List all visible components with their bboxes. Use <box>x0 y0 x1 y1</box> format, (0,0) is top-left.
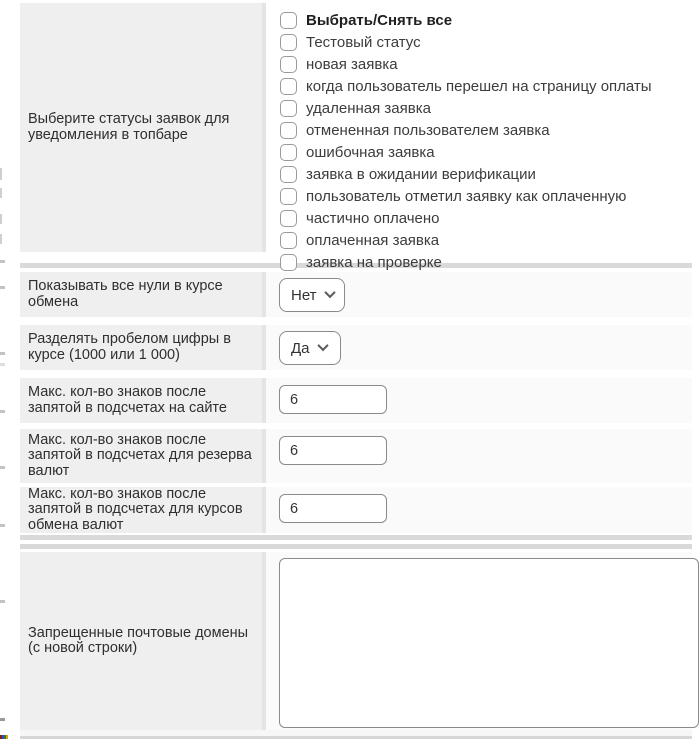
topbar-statuses-label: Выберите статусы заявок для уведомления в топбаре <box>20 3 266 252</box>
left-gutter <box>0 0 20 739</box>
status-option[interactable] <box>280 97 692 119</box>
gutter-mark <box>0 352 5 355</box>
status-checkbox[interactable] <box>280 78 297 95</box>
status-checkbox[interactable] <box>280 166 297 183</box>
status-option-label: заявка в ожидании верификации <box>306 165 536 183</box>
status-option-select-all[interactable] <box>280 9 692 31</box>
show-zeros-select[interactable] <box>279 278 345 312</box>
status-option-label: новая заявка <box>306 55 398 73</box>
status-option-label: ошибочная заявка <box>306 143 435 161</box>
settings-form <box>20 0 692 739</box>
status-checkbox[interactable] <box>280 122 297 139</box>
gutter-mark <box>0 286 5 289</box>
decimals-site-input[interactable] <box>279 385 387 414</box>
gutter-mark <box>0 600 5 603</box>
status-checkbox[interactable] <box>280 188 297 205</box>
gutter-mark <box>0 260 5 263</box>
gutter-line <box>0 188 2 198</box>
status-option[interactable] <box>280 163 692 185</box>
decimals-reserve-input[interactable] <box>279 436 387 465</box>
select-value: Да <box>291 339 310 357</box>
status-checkbox[interactable] <box>280 254 297 271</box>
status-option-label: заявка на проверке <box>306 253 442 271</box>
status-option[interactable] <box>280 119 692 141</box>
gutter-mark <box>0 410 5 413</box>
row-decimals-rates <box>20 487 692 533</box>
status-option-label: Тестовый статус <box>306 33 421 51</box>
thousands-separator-label: Разделять пробелом цифры в курсе (1000 или 1 000) <box>20 325 266 370</box>
decimals-reserve-label: Макс. кол-во знаков после запятой в подсчетах для резерва валют <box>20 429 266 483</box>
row-decimals-site <box>20 378 692 423</box>
row-decimals-reserve <box>20 429 692 483</box>
status-checkbox[interactable] <box>280 232 297 249</box>
status-option[interactable] <box>280 185 692 207</box>
status-option-label: оплаченная заявка <box>306 231 440 249</box>
chevron-down-icon <box>317 339 328 350</box>
status-checkbox-list <box>266 3 692 271</box>
decimals-site-label: Макс. кол-во знаков после запятой в подсчетах на сайте <box>20 378 266 423</box>
status-checkbox[interactable] <box>280 210 297 227</box>
status-option-label: удаленная заявка <box>306 99 431 117</box>
status-option-label: пользователь отметил заявку как оплаченную <box>306 187 627 205</box>
row-banned-domains <box>20 552 692 730</box>
decimals-rates-label: Макс. кол-во знаков после запятой в подсчетах для курсов обмена валют <box>20 487 266 533</box>
select-value: Нет <box>291 286 317 304</box>
select-all-checkbox[interactable] <box>280 12 297 29</box>
gutter-line <box>0 234 2 244</box>
chevron-down-icon <box>324 286 335 297</box>
status-checkbox[interactable] <box>280 144 297 161</box>
status-option[interactable] <box>280 31 692 53</box>
status-option-label: частично оплачено <box>306 209 440 227</box>
row-show-zeros <box>20 272 692 317</box>
row-topbar-statuses <box>20 3 692 271</box>
banned-domains-textarea[interactable] <box>279 558 699 728</box>
status-option-label: Выбрать/Снять все <box>306 11 453 29</box>
decimals-rates-input[interactable] <box>279 494 387 523</box>
gutter-mark <box>0 524 5 527</box>
banned-domains-label: Запрещенные почтовые домены (с новой строки) <box>20 552 266 730</box>
gutter-line <box>0 214 2 224</box>
gutter-line <box>0 168 2 180</box>
topbar-statuses-controls <box>266 3 692 271</box>
status-option-label: когда пользователь перешел на страницу оплаты <box>306 77 652 95</box>
gutter-color-dots <box>0 735 8 739</box>
status-checkbox[interactable] <box>280 56 297 73</box>
thousands-separator-select[interactable] <box>279 331 341 365</box>
row-thousands-separator <box>20 325 692 370</box>
status-option[interactable] <box>280 75 692 97</box>
status-option[interactable] <box>280 251 692 273</box>
gutter-mark <box>0 718 5 721</box>
show-zeros-label: Показывать все нули в курсе обмена <box>20 272 266 317</box>
status-option[interactable] <box>280 229 692 251</box>
gutter-mark <box>0 363 5 366</box>
status-option[interactable] <box>280 207 692 229</box>
status-option-label: отмененная пользователем заявка <box>306 121 550 139</box>
status-option[interactable] <box>280 141 692 163</box>
status-checkbox[interactable] <box>280 100 297 117</box>
gutter-mark <box>0 466 5 469</box>
status-checkbox[interactable] <box>280 34 297 51</box>
status-option[interactable] <box>280 53 692 75</box>
